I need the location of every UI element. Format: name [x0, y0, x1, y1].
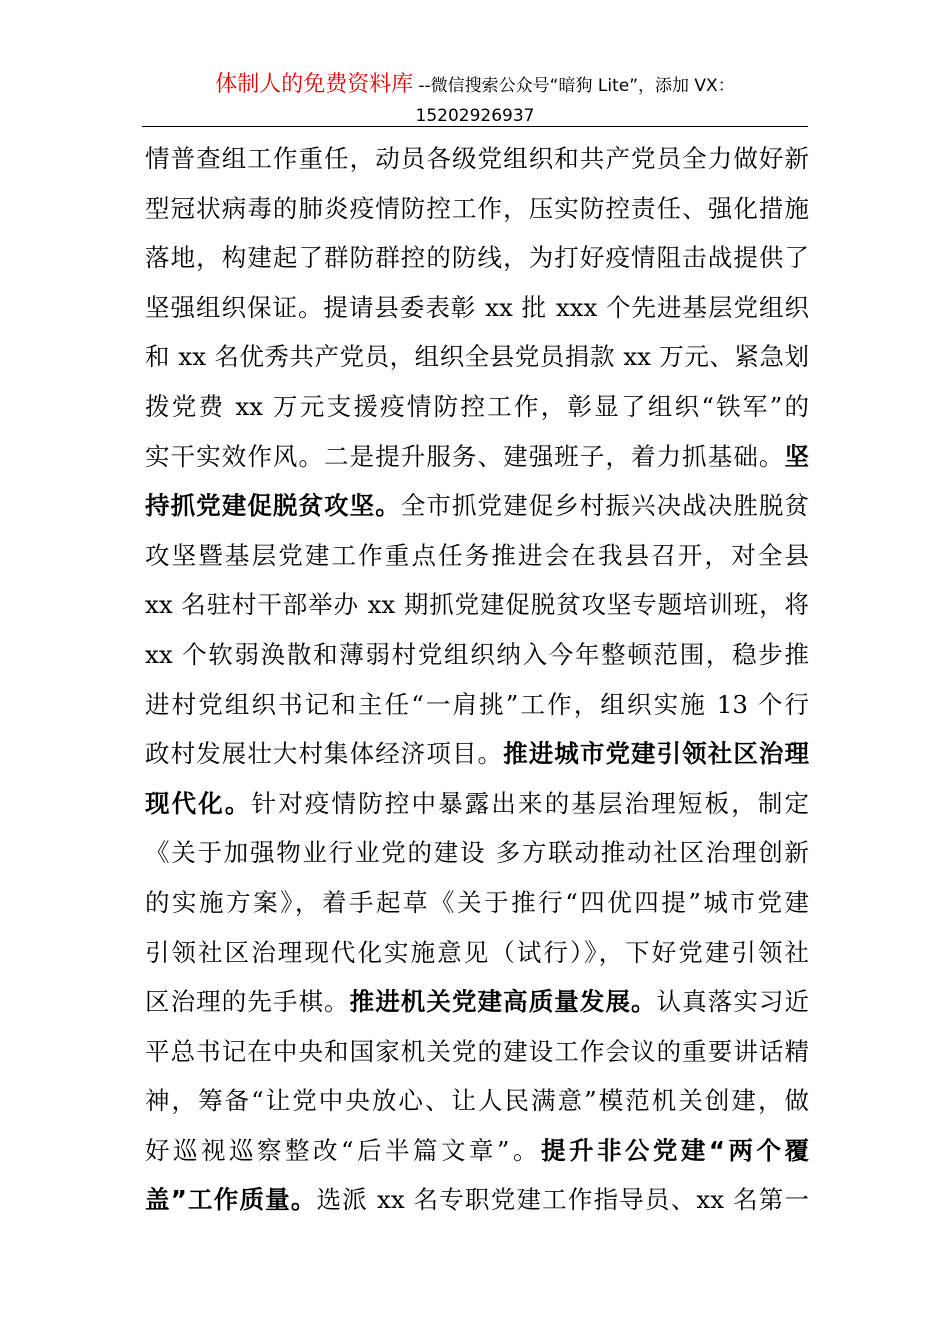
bold-heading-text: 盖”工作质量。	[145, 1185, 317, 1215]
text-line	[145, 828, 809, 878]
text-line	[145, 630, 809, 680]
body-text: 《关于加强物业行业党的建设 多方联动推动社区治理创新	[145, 838, 809, 868]
body-text: 平总书记在中央和国家机关党的建设工作会议的重要讲话精	[145, 1036, 809, 1066]
body-text: 好巡视巡察整改“后半篇文章”。	[145, 1135, 541, 1165]
body-text: 和 xx 名优秀共产党员，组织全县党员捐款 xx 万元、紧急划	[145, 342, 809, 372]
text-line	[145, 1126, 809, 1176]
text-line	[145, 481, 809, 531]
header-brand: 体制人的免费资料库	[215, 72, 414, 97]
text-line	[145, 432, 809, 482]
text-line	[145, 680, 809, 730]
body-text: 情普查组工作重任，动员各级党组织和共产党员全力做好新	[145, 144, 809, 173]
text-line	[145, 1027, 809, 1077]
body-paragraph	[145, 134, 809, 1225]
text-line	[145, 580, 809, 630]
body-text: 引领社区治理现代化实施意见（试行）》，下好党建引领社	[145, 937, 809, 967]
body-text: 神，筹备“让党中央放心、让人民满意”模范机关创建，做	[145, 1086, 809, 1116]
body-text: 针对疫情防控中暴露出来的基层治理短板，制定	[251, 788, 810, 818]
bold-heading-text: 坚	[784, 441, 809, 471]
body-text: 坚强组织保证。提请县委表彰 xx 批 xxx 个先进基层党组织	[145, 292, 809, 322]
header-divider	[142, 126, 808, 127]
body-text: 选派 xx 名专职党建工作指导员、xx 名第一	[316, 1185, 809, 1215]
text-line	[145, 233, 809, 283]
text-line	[145, 283, 809, 333]
text-line	[145, 878, 809, 928]
text-line	[145, 729, 809, 779]
bold-heading-text: 现代化。	[145, 788, 252, 818]
text-line	[145, 1175, 809, 1225]
bold-heading-text: 提升非公党建“两个覆	[540, 1135, 809, 1165]
text-line	[145, 382, 809, 432]
body-text: 区治理的先手棋。	[145, 987, 350, 1017]
bold-heading-text: 推进机关党建高质量发展。	[349, 987, 657, 1017]
header-wechat-notice: --微信搜索公众号“暗狗 Lite”，添加 VX：	[418, 76, 735, 96]
text-line	[145, 977, 809, 1027]
body-text: 实干实效作风。二是提升服务、建强班子，着力抓基础。	[145, 441, 785, 471]
page-header	[140, 70, 810, 131]
body-text: xx 个软弱涣散和薄弱村党组织纳入今年整顿范围，稳步推	[145, 639, 809, 669]
body-text: 进村党组织书记和主任“一肩挑”工作，组织实施 13 个行	[145, 689, 809, 719]
body-text: 全市抓党建促乡村振兴决战决胜脱贫	[400, 491, 810, 521]
body-text: 落地，构建起了群防群控的防线，为打好疫情阻击战提供了	[145, 243, 809, 273]
body-text: 政村发展壮大村集体经济项目。	[145, 739, 504, 769]
text-line	[145, 779, 809, 829]
bold-heading-text: 推进城市党建引领社区治理	[503, 739, 810, 769]
text-line	[145, 1076, 809, 1126]
body-text: 认真落实习近	[656, 987, 810, 1017]
text-line	[145, 332, 809, 382]
body-text: 型冠状病毒的肺炎疫情防控工作，压实防控责任、强化措施	[145, 193, 809, 223]
text-line	[145, 134, 809, 184]
header-phone: 15202926937	[415, 106, 535, 126]
body-text: 拨党费 xx 万元支援疫情防控工作，彰显了组织“铁军”的	[145, 391, 809, 421]
body-text: 攻坚暨基层党建工作重点任务推进会在我县召开，对全县	[145, 540, 809, 570]
bold-heading-text: 持抓党建促脱贫攻坚。	[145, 491, 401, 521]
text-line	[145, 184, 809, 234]
text-line	[145, 928, 809, 978]
text-line	[145, 531, 809, 581]
body-text: 的实施方案》，着手起草《关于推行“四优四提”城市党建	[145, 887, 809, 917]
body-text: xx 名驻村干部举办 xx 期抓党建促脱贫攻坚专题培训班，将	[145, 590, 809, 620]
